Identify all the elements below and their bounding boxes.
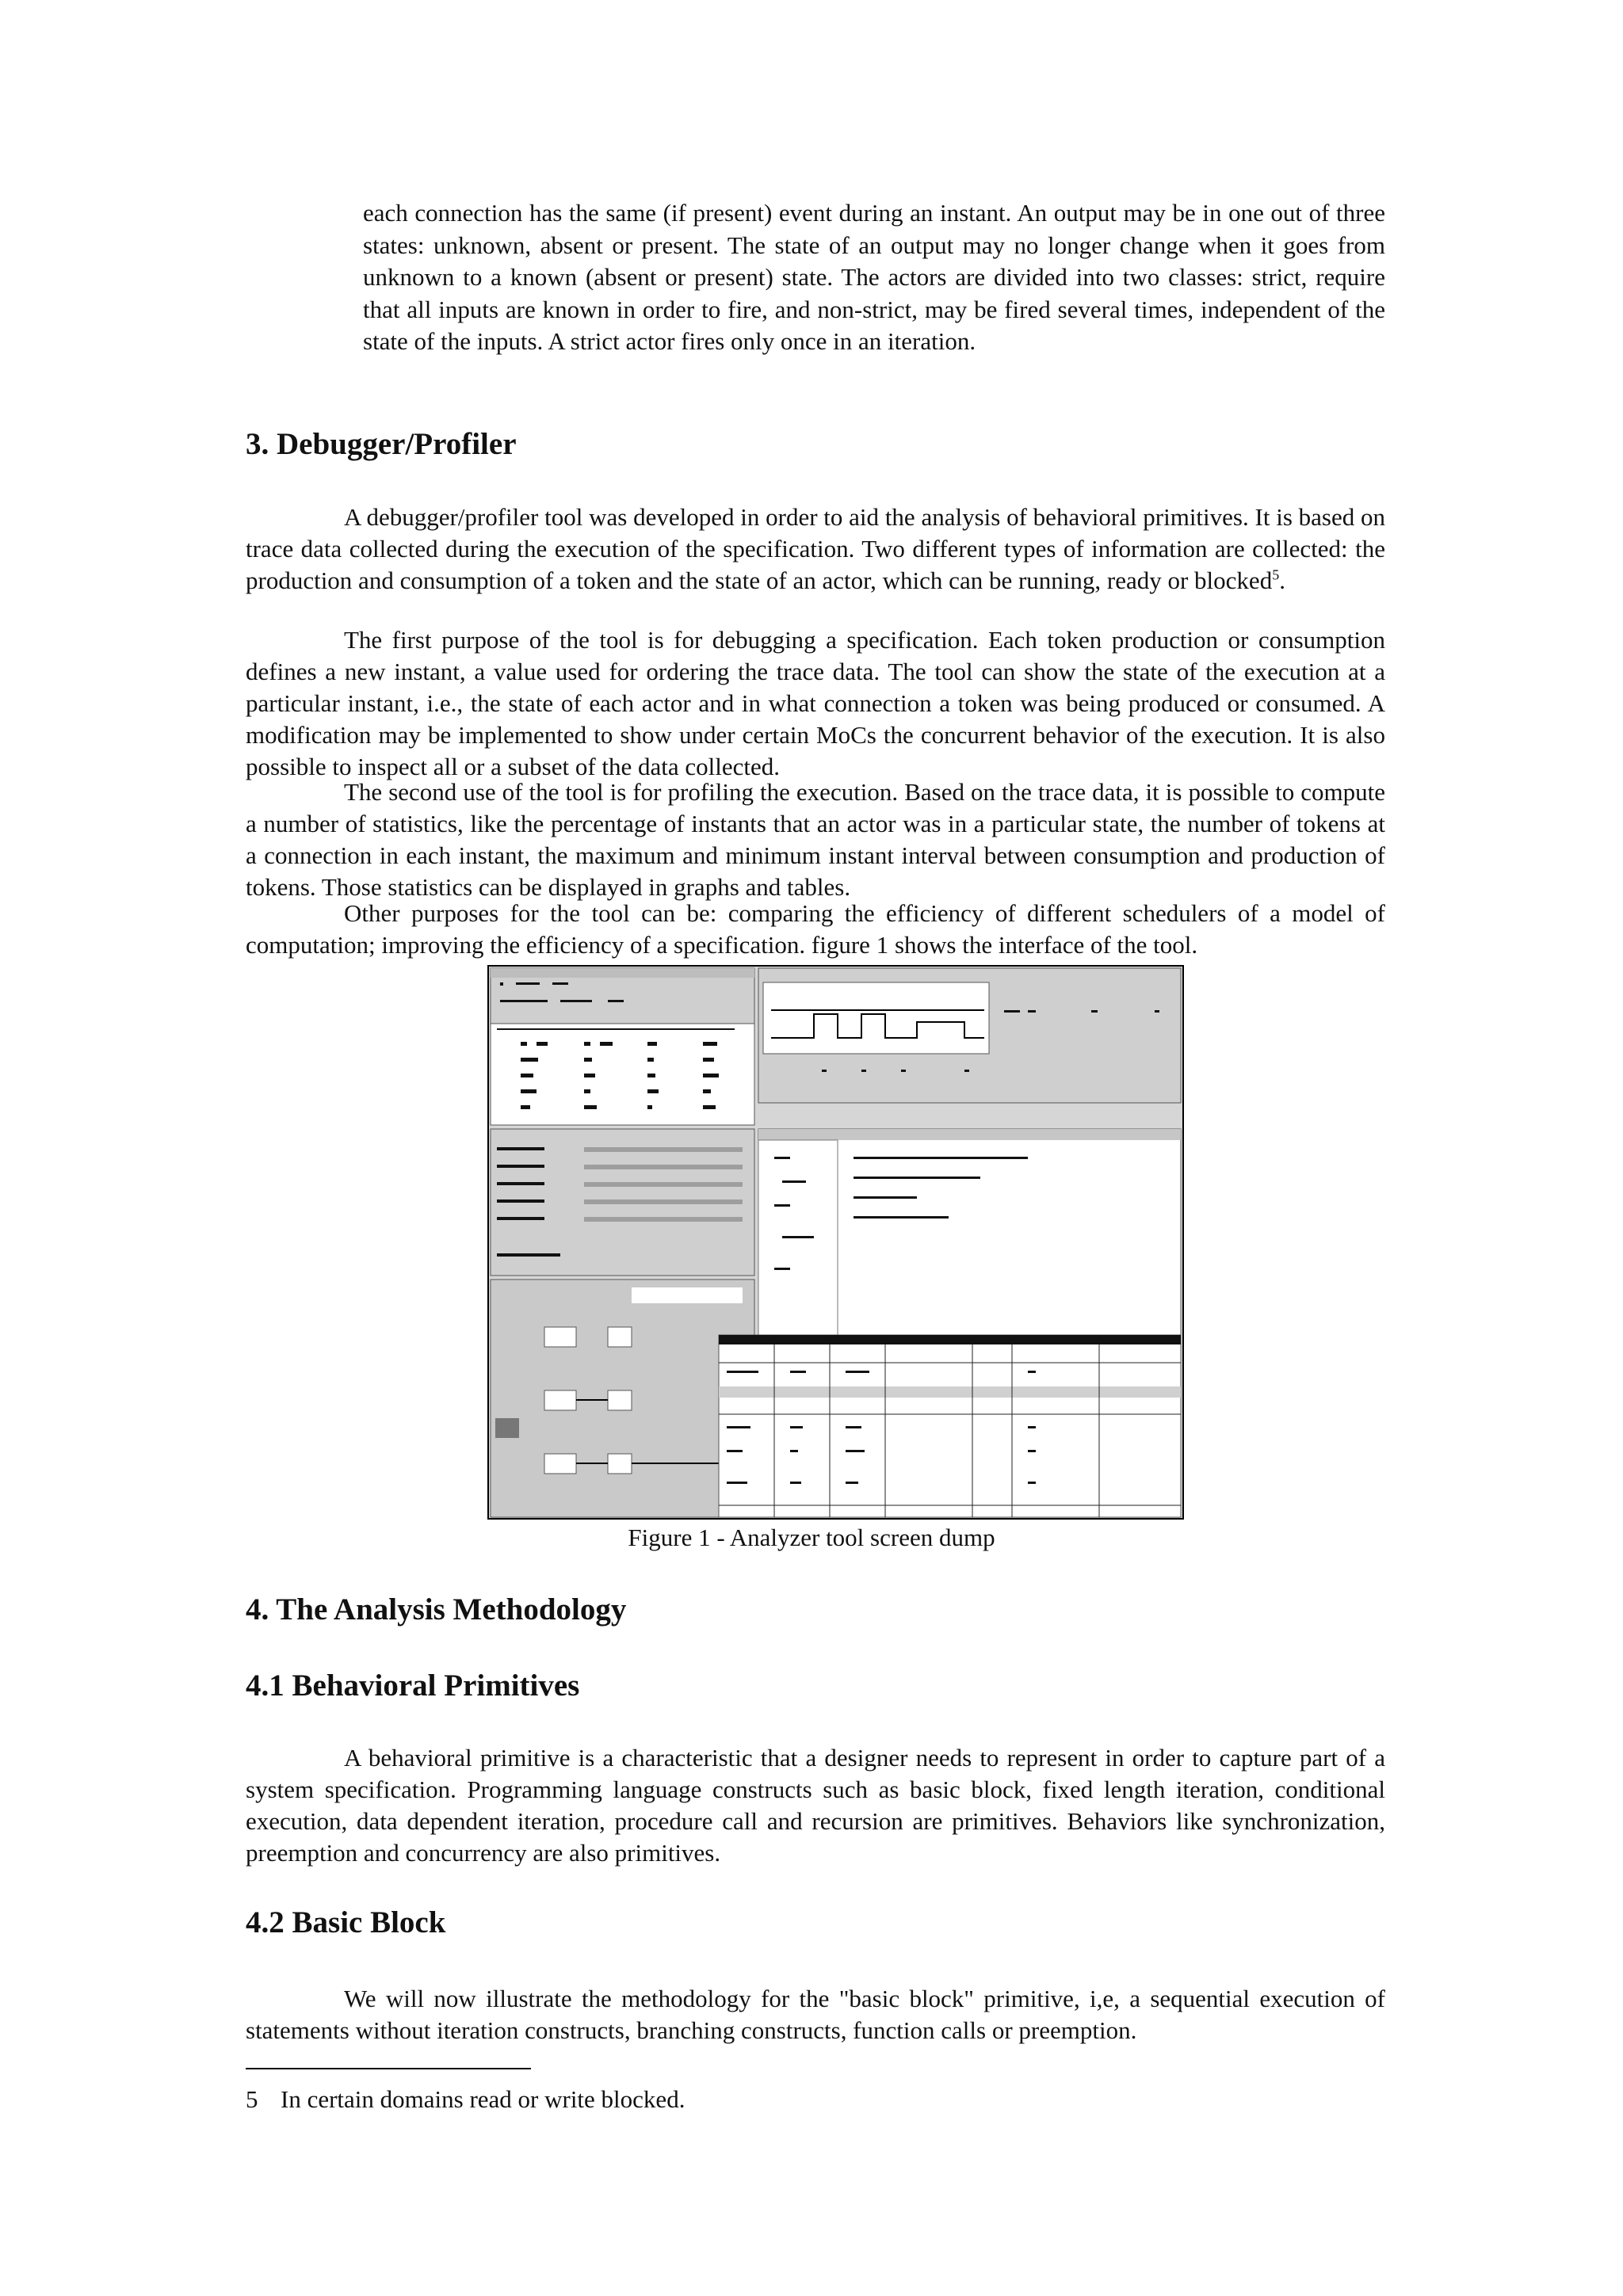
section-3-paragraph-1-end: .	[1279, 566, 1285, 594]
footnote	[246, 2085, 685, 2114]
section-3-paragraph-2: The first purpose of the tool is for debugging a specification. Each token production or consumption defines a new instant, a value used for ordering the trace data. The tool can show the state of the execution at a particular instant, i.e., the state of each actor and in what connection a token was being produced or consumed. A modification may be implemented to show under certain MoCs the concurrent behavior of the execution. It is also possible to inspect all or a subset of the data collected.	[246, 626, 1385, 780]
footnote-text: In certain domains read or write blocked.	[281, 2085, 685, 2113]
section-4-1-heading: 4.1 Behavioral Primitives	[246, 1669, 580, 1703]
section-3-heading: 3. Debugger/Profiler	[246, 427, 517, 461]
section-4-1-paragraph-1: A behavioral primitive is a characteristic that a designer needs to represent in order to capture part of a system specification. Programming language constructs such as basic block, fixed length iteration, conditional execution, data dependent iteration, procedure call and recursion are primitives. Behaviors like synchronization, preemption and concurrency are also primitives.	[246, 1744, 1385, 1867]
section-3-paragraph-1	[246, 502, 1385, 597]
intro-continuation-paragraph: each connection has the same (if present) event during an instant. An output may be in one out of three states: unknown, absent or present. The state of an output may no longer change when it goes from unknown to a known (absent or present) state. The actors are divided into two classes: strict, require that all inputs are known in order to fire, and non-strict, may be fired several times, independent of the state of the inputs. A strict actor fires only once in an iteration.	[363, 199, 1385, 355]
analyzer-tool-screenshot-figure	[487, 965, 1184, 1520]
section-4-heading: 4. The Analysis Methodology	[246, 1592, 627, 1627]
section-3-paragraph-3: The second use of the tool is for profiling the execution. Based on the trace data, it is possible to compute a number of statistics, like the percentage of instants that an actor was in a particular state, the number of tokens at a connection in each instant, the maximum and minimum instant interval between consumption and production of tokens. Those statistics can be displayed in graphs and tables.	[246, 778, 1385, 901]
figure-1-caption: Figure 1 - Analyzer tool screen dump	[628, 1524, 995, 1551]
analyzer-tool-screenshot-image	[489, 967, 1182, 1518]
section-3-paragraph-1-text: A debugger/profiler tool was developed in order to aid the analysis of behavioral primitives. It is based on trace data collected during the execution of the specification. Two different types of information are collected: the production and consumption of a token and the state of an actor, which can be running, ready or blocked	[246, 503, 1385, 594]
footnote-number: 5	[246, 2085, 258, 2113]
section-3-paragraph-4: Other purposes for the tool can be: comparing the efficiency of different schedulers of a model of computation; improving the efficiency of a specification. figure 1 shows the interface of the tool.	[246, 899, 1385, 959]
footnote-divider	[246, 2068, 531, 2069]
footnote-reference: 5	[1272, 566, 1280, 583]
section-4-2-paragraph-1: We will now illustrate the methodology for the "basic block" primitive, i,e, a sequential execution of statements without iteration constructs, branching constructs, function calls or preemption.	[246, 1985, 1385, 2044]
section-4-2-heading: 4.2 Basic Block	[246, 1905, 446, 1939]
